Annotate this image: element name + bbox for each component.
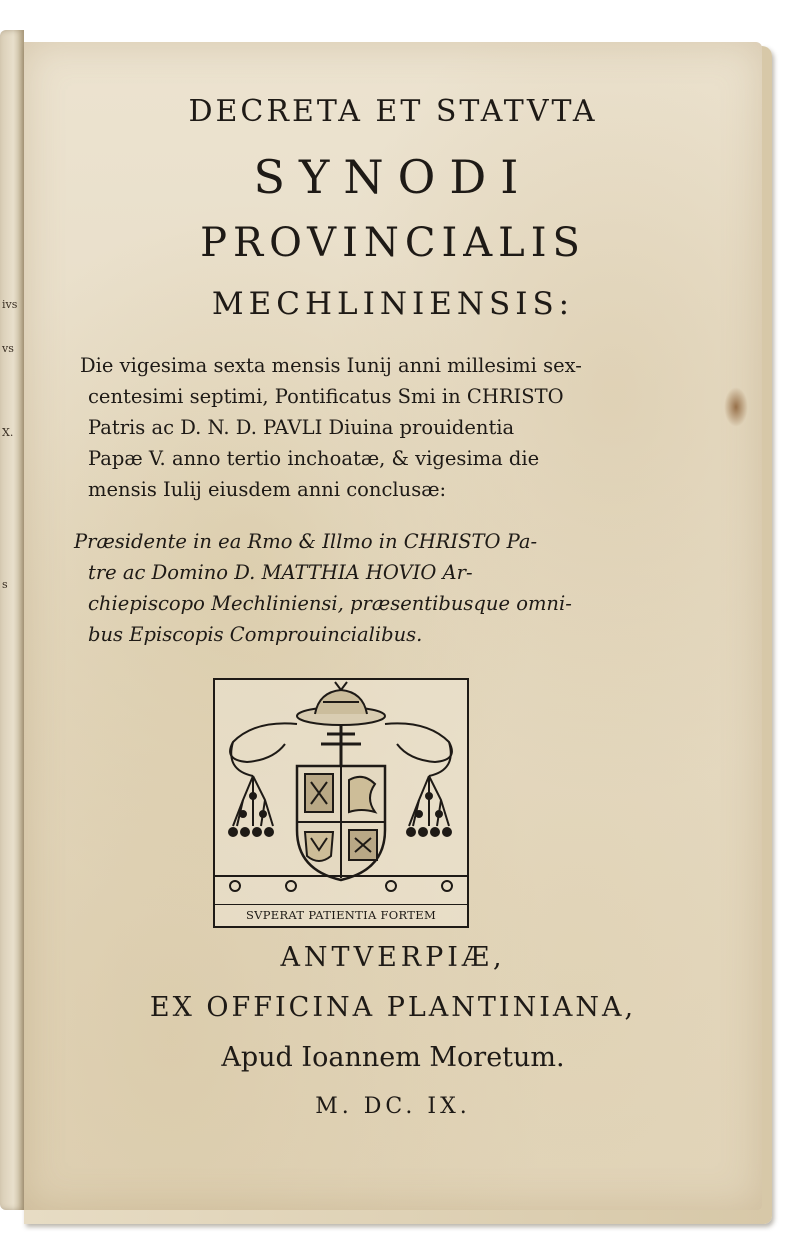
- coat-of-arms-icon: [297, 766, 385, 880]
- imprint-year: M. DC. IX.: [315, 1094, 471, 1119]
- facing-page-fragment: ivs: [2, 298, 18, 311]
- title-line-decreta: DECRETA ET STATVTA: [188, 94, 598, 129]
- facing-page-fragment: vs: [2, 342, 14, 355]
- imprint-printer: Apud Ioannem Moretum.: [221, 1042, 565, 1073]
- title-page: [24, 42, 762, 1210]
- title-line-mechliniensis: MECHLINIENSIS:: [211, 286, 575, 322]
- facing-page-edge: [0, 30, 24, 1210]
- facing-page-fragment: X.: [2, 426, 14, 439]
- body-text-line: Die vigesima sexta mensis Iunij anni millesimi sex-: [80, 354, 582, 377]
- foxing-stain: [724, 387, 748, 427]
- dedication-line: bus Episcopis Comprouincialibus.: [88, 623, 423, 646]
- title-line-provincialis: PROVINCIALIS: [200, 220, 586, 266]
- body-text-line: Papæ V. anno tertio inchoatæ, & vigesima die: [88, 447, 540, 470]
- body-text-line: mensis Iulij eiusdem anni conclusæ:: [88, 478, 447, 501]
- imprint-office: EX OFFICINA PLANTINIANA,: [149, 992, 637, 1023]
- printers-device-woodcut: [213, 678, 469, 928]
- device-motto: SVPERAT PATIENTIA FORTEM: [215, 904, 467, 922]
- dedication-line: Præsidente in ea Rmo & Illmo in CHRISTO Pa-: [74, 530, 538, 553]
- dedication-line: chiepiscopo Mechliniensi, præsentibusque omni-: [88, 592, 572, 615]
- facing-page-fragment: s: [2, 578, 8, 591]
- title-line-synodi: SYNODI: [253, 150, 533, 204]
- tassel-icon: [229, 776, 273, 836]
- cardinal-hat-icon: [297, 682, 385, 725]
- dedication-line: tre ac Domino D. MATTHIA HOVIO Ar-: [88, 561, 473, 584]
- imprint-place: ANTVERPIÆ,: [280, 942, 506, 973]
- body-text-line: centesimi septimi, Pontificatus Smi in CHRISTO: [88, 385, 564, 408]
- tassel-icon: [407, 776, 451, 836]
- body-text-line: Patris ac D. N. D. PAVLI Diuina prouidentia: [88, 416, 515, 439]
- coat-of-arms-woodcut: [215, 680, 467, 900]
